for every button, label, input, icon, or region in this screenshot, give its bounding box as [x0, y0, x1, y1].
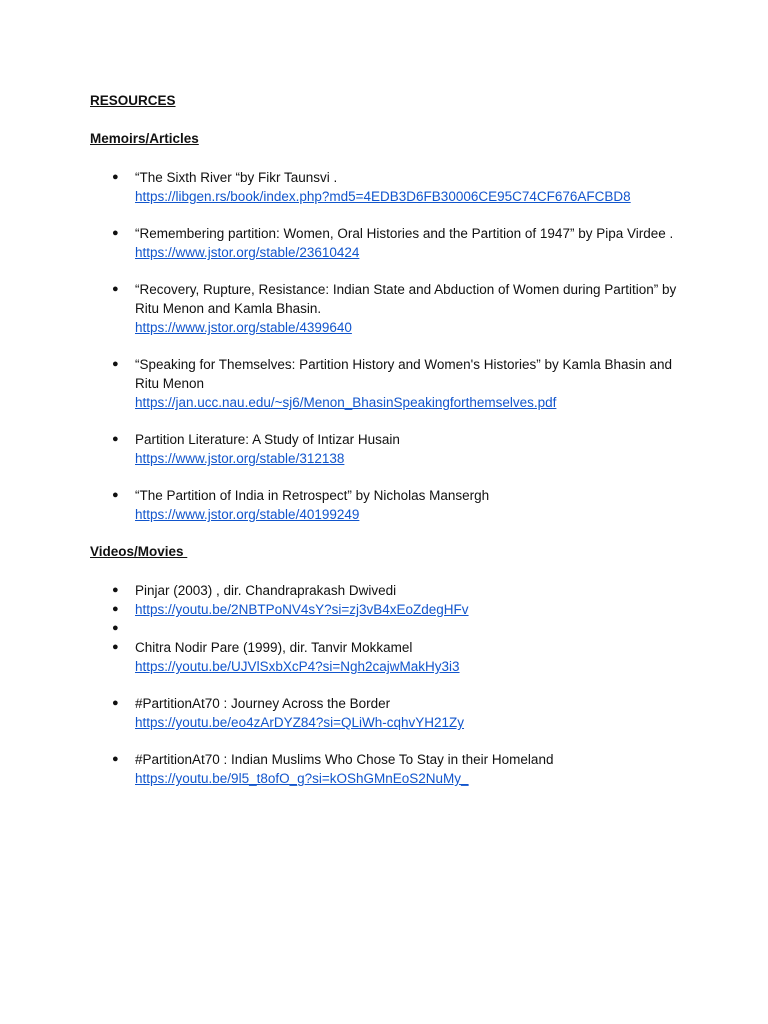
list-item	[112, 430, 690, 468]
list-item	[112, 638, 690, 676]
bullet-icon: ●	[112, 603, 119, 615]
video-link[interactable]: https://youtu.be/UJVlSxbXcP4?si=Ngh2cajwMakHy3i3	[135, 659, 460, 674]
document-page	[90, 92, 690, 788]
videos-movies-heading: Videos/Movies	[90, 544, 188, 559]
item-text: #PartitionAt70 : Journey Across the Border	[135, 696, 391, 711]
list-item	[112, 600, 690, 619]
videos-list	[90, 581, 690, 788]
memoirs-articles-heading: Memoirs/Articles	[90, 131, 199, 146]
item-text: Pinjar (2003) , dir. Chandraprakash Dwivedi	[135, 583, 397, 598]
list-item	[112, 486, 690, 524]
list-item	[112, 750, 690, 788]
bullet-icon: ●	[112, 227, 119, 239]
bullet-icon: ●	[112, 358, 119, 370]
list-item-empty	[112, 619, 690, 638]
list-item	[112, 694, 690, 732]
bullet-icon: ●	[112, 283, 119, 295]
video-link[interactable]: https://youtu.be/eo4zArDYZ84?si=QLiWh-cqhvYH21Zy	[135, 715, 465, 730]
video-link[interactable]: https://youtu.be/2NBTPoNV4sY?si=zj3vB4xEoZdegHFv	[135, 602, 469, 617]
resource-link[interactable]: https://www.jstor.org/stable/40199249	[135, 507, 360, 522]
list-item	[112, 280, 690, 337]
bullet-icon: ●	[112, 697, 119, 709]
item-text: “Recovery, Rupture, Resistance: Indian State and Abduction of Women during Partition” by Ritu Menon and Kamla Bhasin.	[135, 282, 677, 316]
list-item	[112, 224, 690, 262]
item-text: “Speaking for Themselves: Partition History and Women's Histories” by Kamla Bhasin and Ritu Menon	[135, 357, 673, 391]
video-link[interactable]: https://youtu.be/9l5_t8ofO_g?si=kOShGMnEoS2NuMy_	[135, 771, 469, 786]
resource-link[interactable]: https://www.jstor.org/stable/4399640	[135, 320, 352, 335]
resource-link[interactable]: https://www.jstor.org/stable/23610424	[135, 245, 360, 260]
resources-title: RESOURCES	[90, 93, 176, 108]
item-text: #PartitionAt70 : Indian Muslims Who Chose To Stay in their Homeland	[135, 752, 554, 767]
memoirs-list	[90, 168, 690, 524]
list-item	[112, 168, 690, 206]
list-item	[112, 355, 690, 412]
item-text: “The Sixth River “by Fikr Taunsvi .	[135, 170, 338, 185]
bullet-icon: ●	[112, 622, 119, 634]
bullet-icon: ●	[112, 433, 119, 445]
bullet-icon: ●	[112, 584, 119, 596]
resource-link[interactable]: https://www.jstor.org/stable/312138	[135, 451, 345, 466]
item-text: “The Partition of India in Retrospect” by Nicholas Mansergh	[135, 488, 490, 503]
bullet-icon: ●	[112, 489, 119, 501]
item-text: Partition Literature: A Study of Intizar Husain	[135, 432, 400, 447]
item-text: Chitra Nodir Pare (1999), dir. Tanvir Mokkamel	[135, 640, 413, 655]
item-text: “Remembering partition: Women, Oral Histories and the Partition of 1947” by Pipa Virdee .	[135, 226, 674, 241]
bullet-icon: ●	[112, 171, 119, 183]
list-item	[112, 581, 690, 600]
bullet-icon: ●	[112, 641, 119, 653]
bullet-icon: ●	[112, 753, 119, 765]
resource-link[interactable]: https://jan.ucc.nau.edu/~sj6/Menon_BhasinSpeakingforthemselves.pdf	[135, 395, 557, 410]
resource-link[interactable]: https://libgen.rs/book/index.php?md5=4EDB3D6FB30006CE95C74CF676AFCBD8	[135, 189, 631, 204]
